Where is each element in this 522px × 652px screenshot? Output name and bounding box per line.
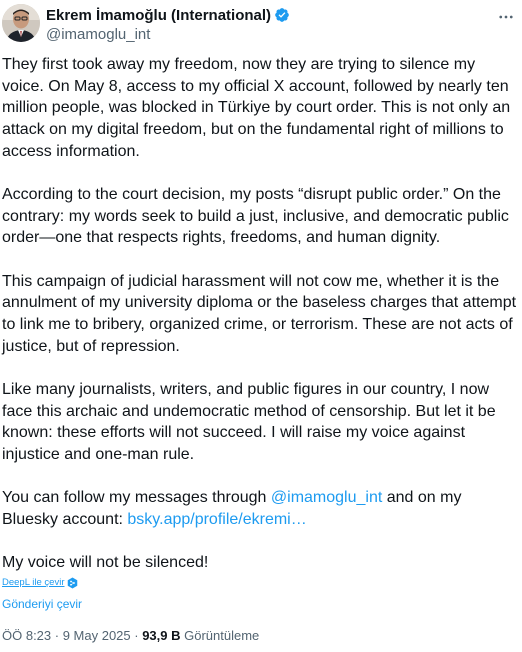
more-horizontal-icon xyxy=(497,8,515,26)
tweet-time[interactable]: ÖÖ 8:23 xyxy=(2,628,52,643)
deepl-translate-link[interactable]: DeepL ile çevir xyxy=(2,576,65,588)
meta-separator: · xyxy=(130,628,143,643)
meta-separator: · xyxy=(51,628,63,643)
author-handle[interactable]: @imamoglu_int xyxy=(46,26,151,43)
deepl-logo-icon xyxy=(67,576,78,588)
avatar-photo xyxy=(2,4,40,42)
tweet-paragraph-closing: My voice will not be silenced! xyxy=(2,554,209,572)
display-name-row xyxy=(46,5,290,25)
avatar[interactable] xyxy=(2,4,40,42)
bluesky-link[interactable]: bsky.app/profile/ekremi… xyxy=(127,510,307,528)
verified-badge-icon[interactable] xyxy=(274,7,290,23)
tweet-text xyxy=(2,54,518,574)
tweet-meta xyxy=(2,628,259,643)
tweet-paragraph: This campaign of judicial harassment will not cow me, whether it is the annulment of my university diploma or the baseless charges that attempt to link me to bribery, organized crime, or terrorism. These are not acts of justice, but of repression. xyxy=(2,272,517,355)
views-count: 93,9 B xyxy=(142,628,181,643)
tweet-paragraph: According to the court decision, my posts “disrupt public order.” On the contrary: my words seek to build a just, inclusive, and democratic public order—one that respects rights, freedoms, and human dignity. xyxy=(2,186,509,247)
follow-text-prefix: You can follow my messages through xyxy=(2,489,271,507)
mention-link[interactable]: @imamoglu_int xyxy=(270,489,383,507)
follow-text-middle: and on my Bluesky account: xyxy=(2,489,462,528)
translate-post-link[interactable]: Gönderiyi çevir xyxy=(2,597,83,611)
tweet-header xyxy=(2,4,517,44)
deepl-translate-row xyxy=(2,574,78,590)
tweet-paragraph: Like many journalists, writers, and public figures in our country, I now face this archaic and undemocratic method of censorship. But let it be known: these efforts will not succeed. I will raise my voice against injustice and one-man rule. xyxy=(2,380,496,464)
more-options-button[interactable] xyxy=(495,6,517,28)
display-name[interactable]: Ekrem İmamoğlu (International) xyxy=(46,6,272,24)
tweet-date[interactable]: 9 May 2025 xyxy=(62,628,131,643)
tweet-paragraph-follow xyxy=(2,487,518,530)
tweet-paragraph: They first took away my freedom, now they are trying to silence my voice. On May 8, access to my official X account, followed by nearly ten million people, was blocked in Türkiye by court order. This is not only an attack on my digital freedom, but on the fundamental right of millions to access information. xyxy=(2,56,511,160)
views-label: Görüntüleme xyxy=(180,628,260,643)
author-names xyxy=(46,5,290,44)
